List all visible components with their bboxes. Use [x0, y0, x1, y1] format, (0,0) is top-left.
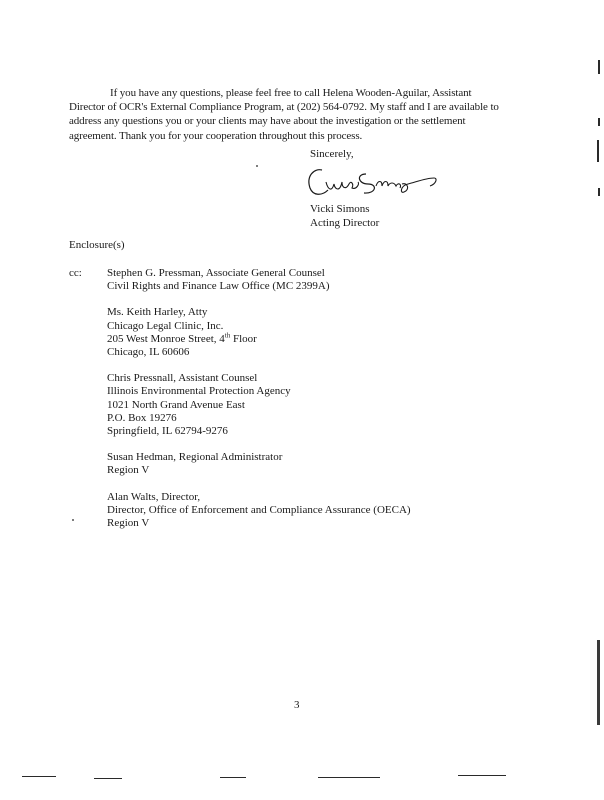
cc-line: Chicago, IL 60606 [107, 346, 190, 359]
cc-recipient [107, 491, 447, 531]
cc-street: 205 West Monroe Street, 4 [107, 332, 225, 345]
scan-mark [598, 60, 600, 74]
ordinal-suffix: th [224, 331, 231, 340]
signer-name: Vicki Simons [310, 203, 370, 215]
cc-line: Illinois Environmental Protection Agency [107, 385, 291, 398]
enclosures-label: Enclosure(s) [69, 239, 125, 251]
cc-line: Region V [107, 464, 150, 477]
cc-recipient [107, 451, 447, 477]
cc-line: Chicago Legal Clinic, Inc. [107, 319, 224, 332]
signer-title: Acting Director [310, 216, 380, 229]
cc-line: Ms. Keith Harley, Atty [107, 306, 208, 319]
scan-mark [458, 775, 506, 776]
cc-label: cc: [69, 267, 82, 279]
cc-recipient [107, 306, 447, 359]
cc-line: Chris Pressnall, Assistant Counsel [107, 372, 258, 385]
cc-line: P.O. Box 19276 [107, 411, 177, 424]
scan-mark [22, 776, 56, 777]
scan-mark [94, 778, 122, 779]
cc-line: Region V [107, 517, 150, 530]
cc-line: Director, Office of Enforcement and Compliance Assurance (OECA) [107, 503, 411, 516]
handwritten-signature [296, 160, 446, 204]
cc-list [107, 267, 447, 543]
cc-line: Susan Hedman, Regional Administrator [107, 451, 283, 464]
cc-address-line [107, 333, 447, 346]
scan-speck [256, 165, 258, 167]
cc-recipient [107, 267, 447, 293]
page-number: 3 [294, 699, 300, 711]
scan-mark [597, 140, 599, 162]
cc-line: Springfield, IL 62794-9276 [107, 425, 228, 438]
cc-line: Alan Walts, Director, [107, 490, 201, 503]
cc-line: Civil Rights and Finance Law Office (MC 2399A) [107, 280, 330, 293]
cc-line: 1021 North Grand Avenue East [107, 398, 245, 411]
scan-mark [318, 777, 380, 778]
signature-block [310, 203, 379, 230]
scan-mark [220, 777, 246, 778]
scan-mark [598, 188, 600, 196]
scan-speck [72, 519, 74, 521]
cc-line: Stephen G. Pressman, Associate General Counsel [107, 267, 325, 279]
closing-salutation: Sincerely, [310, 148, 354, 160]
cc-recipient [107, 372, 447, 438]
scan-mark [597, 640, 600, 725]
scan-mark [598, 118, 600, 126]
closing-paragraph: If you have any questions, please feel free to call Helena Wooden-Aguilar, Assistant Director of OCR's External Compliance Program, at (202) 564-0792. My staff and I are available to address any questions you or your clients may have about the investigation or the settlement agreement. Thank you for your cooperation throughout this process. [69, 87, 499, 142]
cc-floor: Floor [230, 332, 257, 345]
